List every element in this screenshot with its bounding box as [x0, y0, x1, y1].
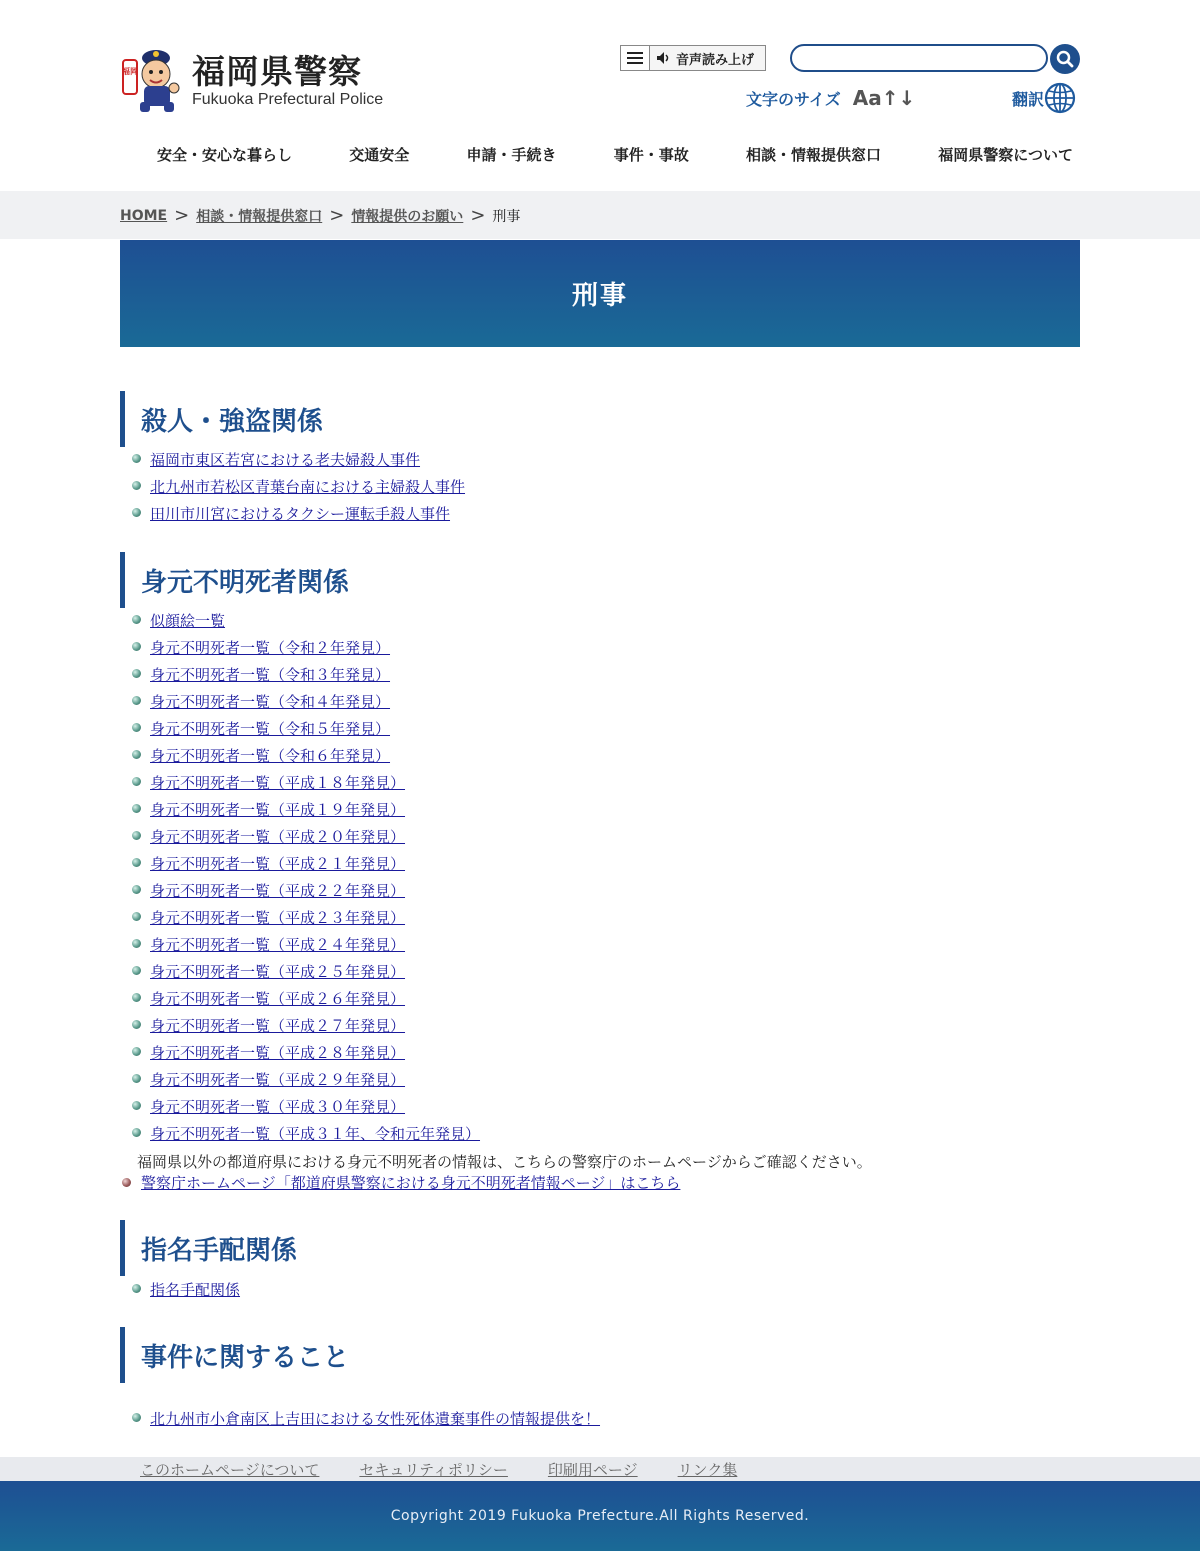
section-heading-incident	[120, 1327, 349, 1383]
list-item	[132, 715, 480, 742]
section-title: 指名手配関係	[141, 1235, 298, 1266]
unidentified-link[interactable]: 身元不明死者一覧（平成２３年発見）	[150, 909, 406, 927]
list-item	[132, 850, 480, 877]
unidentified-link[interactable]: 身元不明死者一覧（平成２７年発見）	[150, 1017, 406, 1035]
bullet-icon	[132, 750, 141, 759]
list-item	[132, 796, 480, 823]
unidentified-link[interactable]: 身元不明死者一覧（平成２５年発見）	[150, 963, 406, 981]
case-link[interactable]: 北九州市若松区青葉台南における主婦殺人事件	[150, 478, 466, 496]
breadcrumb-separator: >	[329, 205, 345, 226]
unidentified-link[interactable]: 身元不明死者一覧（平成３１年、令和元年発見）	[150, 1125, 481, 1143]
menu-icon[interactable]	[621, 46, 650, 70]
search-icon	[1056, 50, 1074, 68]
list-item	[132, 742, 480, 769]
list-item	[132, 1066, 480, 1093]
list-item	[132, 634, 480, 661]
bullet-icon	[132, 831, 141, 840]
mascot-icon	[120, 44, 188, 114]
nav-item-applications[interactable]: 申請・手続き	[466, 146, 557, 164]
bullet-icon	[132, 615, 141, 624]
list-item	[132, 985, 480, 1012]
site-header	[0, 0, 1200, 190]
unidentified-link[interactable]: 身元不明死者一覧（令和４年発見）	[150, 693, 391, 711]
bullet-icon	[132, 993, 141, 1002]
global-nav	[135, 144, 1095, 168]
breadcrumb-current: 刑事	[492, 209, 521, 225]
footer-link-about-site[interactable]: このホームページについて	[140, 1461, 320, 1479]
list-item	[132, 1012, 480, 1039]
link-list-wanted	[132, 1276, 240, 1303]
bullet-icon	[132, 966, 141, 975]
section-title: 事件に関すること	[141, 1342, 350, 1373]
bullet-icon	[132, 642, 141, 651]
list-item	[132, 904, 480, 931]
unidentified-link[interactable]: 身元不明死者一覧（平成２４年発見）	[150, 936, 406, 954]
breadcrumb-home[interactable]: HOME	[120, 208, 168, 224]
unidentified-link[interactable]: 似顔絵一覧	[150, 612, 226, 630]
bullet-icon	[132, 696, 141, 705]
bullet-icon	[132, 885, 141, 894]
font-size-label: 文字のサイズ	[746, 90, 841, 109]
unidentified-link[interactable]: 身元不明死者一覧（平成２６年発見）	[150, 990, 406, 1008]
list-item	[132, 1093, 480, 1120]
unidentified-link[interactable]: 身元不明死者一覧（令和２年発見）	[150, 639, 391, 657]
list-item	[132, 931, 480, 958]
list-item	[132, 823, 480, 850]
bullet-icon	[132, 1128, 141, 1137]
bullet-icon	[132, 1101, 141, 1110]
other-prefectures-note: 福岡県以外の都道府県における身元不明死者の情報は、こちらの警察庁のホームページからご確認ください。	[137, 1153, 872, 1171]
footer-links-bar	[0, 1457, 1200, 1481]
read-aloud-button[interactable]	[620, 45, 766, 71]
nav-item-traffic[interactable]: 交通安全	[349, 146, 410, 164]
speaker-icon	[656, 51, 672, 65]
bullet-icon	[132, 723, 141, 732]
site-logo[interactable]	[120, 44, 390, 114]
section-heading-unidentified	[120, 552, 349, 608]
list-item	[132, 1276, 240, 1303]
page-title: 刑事	[571, 281, 628, 311]
incident-link[interactable]: 北九州市小倉南区上吉田における女性死体遺棄事件の情報提供を！	[150, 1410, 601, 1428]
nav-item-about[interactable]: 福岡県警察について	[938, 146, 1073, 164]
page-title-banner	[120, 240, 1080, 347]
bullet-icon	[132, 939, 141, 948]
link-list-incident	[132, 1405, 600, 1432]
unidentified-link[interactable]: 身元不明死者一覧（令和５年発見）	[150, 720, 391, 738]
section-title: 殺人・強盗関係	[141, 406, 324, 437]
external-bullet-icon	[122, 1178, 131, 1187]
unidentified-link[interactable]: 身元不明死者一覧（平成３０年発見）	[150, 1098, 406, 1116]
footer-link-print[interactable]: 印刷用ページ	[547, 1461, 638, 1479]
wanted-link[interactable]: 指名手配関係	[150, 1281, 241, 1299]
bullet-icon	[132, 1020, 141, 1029]
list-item	[132, 473, 465, 500]
unidentified-link[interactable]: 身元不明死者一覧（令和６年発見）	[150, 747, 391, 765]
bullet-icon	[132, 912, 141, 921]
npa-external-link-item	[122, 1172, 680, 1193]
npa-external-link[interactable]: 警察庁ホームページ「都道府県警察における身元不明死者情報ページ」はこちら	[141, 1174, 681, 1192]
bullet-icon	[132, 454, 141, 463]
footer-link-security-policy[interactable]: セキュリティポリシー	[359, 1461, 508, 1479]
list-item	[132, 446, 465, 473]
link-list-unidentified	[132, 607, 480, 1147]
globe-icon	[1044, 82, 1076, 114]
copyright: Copyright 2019 Fukuoka Prefecture.All Rights Reserved.	[390, 1508, 810, 1524]
unidentified-link[interactable]: 身元不明死者一覧（平成１８年発見）	[150, 774, 406, 792]
bullet-icon	[132, 1413, 141, 1422]
bullet-icon	[132, 804, 141, 813]
unidentified-link[interactable]: 身元不明死者一覧（平成２８年発見）	[150, 1044, 406, 1062]
list-item	[132, 1120, 480, 1147]
list-item	[132, 1039, 480, 1066]
search-button[interactable]	[1050, 44, 1080, 74]
section-heading-wanted	[120, 1220, 297, 1276]
unidentified-link[interactable]: 身元不明死者一覧（平成１９年発見）	[150, 801, 406, 819]
breadcrumb	[120, 206, 520, 226]
breadcrumb-bar	[0, 191, 1200, 239]
footer-links	[140, 1459, 777, 1480]
unidentified-link[interactable]: 身元不明死者一覧（平成２０年発見）	[150, 828, 406, 846]
search-input[interactable]	[790, 44, 1048, 72]
bullet-icon	[132, 1284, 141, 1293]
case-link[interactable]: 福岡市東区若宮における老夫婦殺人事件	[150, 451, 421, 469]
breadcrumb-separator: >	[174, 205, 190, 226]
unidentified-link[interactable]: 身元不明死者一覧（平成２１年発見）	[150, 855, 406, 873]
bullet-icon	[132, 481, 141, 490]
list-item	[132, 1405, 600, 1432]
logo-subtitle: Fukuoka Prefectural Police	[192, 91, 384, 108]
bullet-icon	[132, 508, 141, 517]
nav-item-safety[interactable]: 安全・安心な暮らし	[157, 146, 293, 164]
case-link[interactable]: 田川市川宮におけるタクシー運転手殺人事件	[150, 505, 451, 523]
unidentified-link[interactable]: 身元不明死者一覧（平成２９年発見）	[150, 1071, 406, 1089]
bullet-icon	[132, 669, 141, 678]
footer-link-links[interactable]: リンク集	[677, 1461, 738, 1479]
bullet-icon	[132, 1047, 141, 1056]
list-item	[132, 877, 480, 904]
nav-item-incidents[interactable]: 事件・事故	[613, 146, 689, 164]
font-size-toggle[interactable]: Aa↑↓	[852, 86, 916, 110]
site-footer	[0, 1481, 1200, 1551]
translate-label: 翻訳	[1012, 89, 1045, 109]
logo-title: 福岡県警察	[192, 52, 362, 91]
list-item	[132, 607, 480, 634]
bullet-icon	[132, 777, 141, 786]
unidentified-link[interactable]: 身元不明死者一覧（令和３年発見）	[150, 666, 391, 684]
logo-badge-text: 福岡	[122, 67, 138, 76]
breadcrumb-separator: >	[470, 205, 486, 226]
breadcrumb-info-request[interactable]: 情報提供のお願い	[351, 209, 464, 225]
read-aloud-label: 音声読み上げ	[676, 52, 755, 68]
translate-button[interactable]	[1012, 82, 1076, 114]
font-size-control[interactable]	[746, 86, 915, 110]
bullet-icon	[132, 1074, 141, 1083]
section-title: 身元不明死者関係	[141, 567, 350, 598]
list-item	[132, 769, 480, 796]
link-list-murder-robbery	[132, 446, 465, 527]
list-item	[132, 958, 480, 985]
unidentified-link[interactable]: 身元不明死者一覧（平成２２年発見）	[150, 882, 406, 900]
breadcrumb-consultation[interactable]: 相談・情報提供窓口	[196, 209, 323, 225]
list-item	[132, 688, 480, 715]
nav-item-consultation[interactable]: 相談・情報提供窓口	[746, 146, 882, 164]
bullet-icon	[132, 858, 141, 867]
list-item	[132, 661, 480, 688]
section-heading-murder-robbery	[120, 391, 323, 447]
list-item	[132, 500, 465, 527]
